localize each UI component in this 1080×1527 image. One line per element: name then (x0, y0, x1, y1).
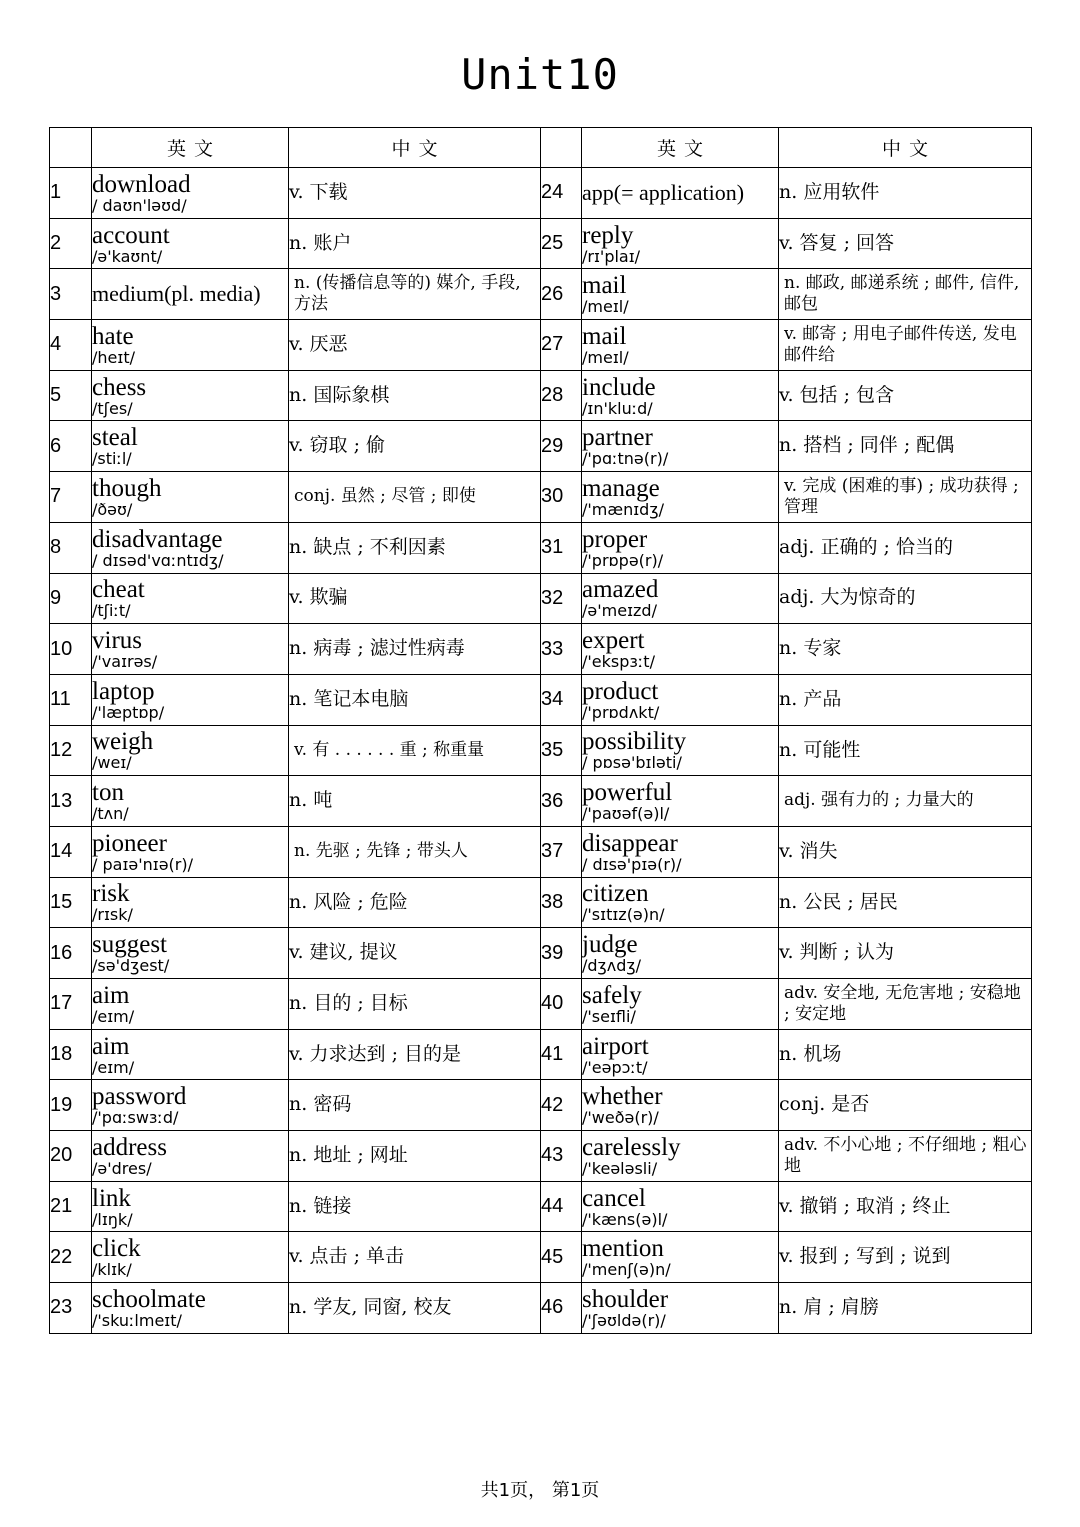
english-word: judge (582, 931, 638, 959)
entry-number: 40 (541, 979, 582, 1030)
entry-chinese: n. 公民 ; 居民 (779, 877, 1032, 928)
entry-english (92, 826, 289, 877)
entry-chinese: adj. 正确的 ; 恰当的 (779, 522, 1032, 573)
entry-number: 21 (50, 1181, 92, 1232)
english-word: citizen (582, 880, 649, 908)
entry-number: 1 (50, 168, 92, 219)
entry-english (582, 1283, 779, 1334)
entry-number: 18 (50, 1029, 92, 1080)
entry-number: 15 (50, 877, 92, 928)
entry-english (582, 168, 779, 219)
entry-chinese: v. 力求达到 ; 目的是 (289, 1029, 541, 1080)
table-row (50, 320, 1032, 371)
table-row (50, 1080, 1032, 1131)
phonetic: /'vaɪrəs/ (92, 652, 158, 672)
phonetic: /tʌn/ (92, 804, 129, 824)
phonetic: / paɪə'nɪə(r)/ (92, 854, 194, 874)
english-word: hate (92, 322, 134, 350)
entry-number: 42 (541, 1080, 582, 1131)
entry-number: 4 (50, 320, 92, 371)
phonetic: /rɪsk/ (92, 905, 133, 925)
phonetic: /'pɑːswɜːd/ (92, 1108, 179, 1128)
header-number-right (541, 128, 582, 168)
entry-english (582, 979, 779, 1030)
english-word: risk (92, 880, 130, 908)
entry-number: 9 (50, 573, 92, 624)
english-word: ton (92, 779, 124, 807)
entry-number: 38 (541, 877, 582, 928)
entry-english (582, 370, 779, 421)
english-word: account (92, 221, 170, 249)
entry-chinese: n. 应用软件 (779, 168, 1032, 219)
entry-chinese: adv. 安全地, 无危害地 ; 安稳地 ; 安定地 (779, 979, 1032, 1030)
entry-number: 33 (541, 624, 582, 675)
entry-number: 8 (50, 522, 92, 573)
entry-number: 25 (541, 218, 582, 269)
entry-english (582, 522, 779, 573)
entry-chinese: conj. 是否 (779, 1080, 1032, 1131)
table-row (50, 1181, 1032, 1232)
entry-english (92, 269, 289, 320)
entry-number: 26 (541, 269, 582, 320)
phonetic: /'kæns(ə)l/ (582, 1209, 668, 1229)
page-footer: 共1页， 第1页 (480, 1480, 600, 1501)
english-word: weigh (92, 728, 154, 756)
english-word: powerful (582, 779, 673, 807)
entry-english (92, 218, 289, 269)
phonetic: /'ekspɜːt/ (582, 652, 655, 672)
table-row (50, 421, 1032, 472)
entry-english (582, 928, 779, 979)
table-row (50, 877, 1032, 928)
english-word: carelessly (582, 1133, 681, 1161)
english-word: airport (582, 1032, 649, 1060)
entry-english (92, 1283, 289, 1334)
entry-number: 36 (541, 776, 582, 827)
entry-number: 19 (50, 1080, 92, 1131)
english-word: password (92, 1083, 187, 1111)
phonetic: /lɪŋk/ (92, 1209, 133, 1229)
entry-chinese: v. 判断 ; 认为 (779, 928, 1032, 979)
entry-number: 30 (541, 472, 582, 523)
entry-chinese: n. 吨 (289, 776, 541, 827)
entry-chinese: v. 厌恶 (289, 320, 541, 371)
entry-chinese: n. 缺点 ; 不利因素 (289, 522, 541, 573)
entry-chinese: v. 点击 ; 单击 (289, 1232, 541, 1283)
header-row (50, 128, 1032, 168)
english-word: proper (582, 525, 648, 553)
english-word: link (92, 1184, 131, 1212)
table-row (50, 979, 1032, 1030)
entry-english (582, 1181, 779, 1232)
entry-chinese: n. 目的 ; 目标 (289, 979, 541, 1030)
entry-number: 10 (50, 624, 92, 675)
entry-chinese: n. 先驱 ; 先锋 ; 带头人 (289, 826, 541, 877)
entry-english (92, 320, 289, 371)
phonetic: /'pɑːtnə(r)/ (582, 449, 669, 469)
entry-english (582, 624, 779, 675)
entry-chinese: n. 肩 ; 肩膀 (779, 1283, 1032, 1334)
entry-english (92, 421, 289, 472)
entry-chinese: n. 笔记本电脑 (289, 674, 541, 725)
entry-number: 22 (50, 1232, 92, 1283)
entry-number: 28 (541, 370, 582, 421)
english-word: expert (582, 627, 645, 655)
phonetic: /'seɪfli/ (582, 1006, 636, 1026)
table-row (50, 725, 1032, 776)
entry-english (582, 320, 779, 371)
phonetic: /meɪl/ (582, 347, 629, 367)
entry-chinese: conj. 虽然 ; 尽管 ; 即使 (289, 472, 541, 523)
entry-number: 16 (50, 928, 92, 979)
english-word: safely (582, 981, 642, 1009)
entry-chinese: v. 撤销 ; 取消 ; 终止 (779, 1181, 1032, 1232)
english-word: amazed (582, 576, 659, 604)
entry-english (92, 776, 289, 827)
entry-number: 35 (541, 725, 582, 776)
phonetic: /'keələsli/ (582, 1158, 658, 1178)
header-chinese-left: 中文 (289, 128, 541, 168)
phonetic: /'eəpɔːt/ (582, 1057, 648, 1077)
header-english-right: 英文 (582, 128, 779, 168)
entry-chinese: adj. 强有力的 ; 力量大的 (779, 776, 1032, 827)
table-row (50, 624, 1032, 675)
entry-chinese: v. 完成 (困难的事) ; 成功获得 ; 管理 (779, 472, 1032, 523)
entry-english (92, 573, 289, 624)
entry-chinese: v. 包括 ; 包含 (779, 370, 1032, 421)
phonetic: /heɪt/ (92, 347, 135, 367)
entry-chinese: n. 学友, 同窗, 校友 (289, 1283, 541, 1334)
header-english-left: 英文 (92, 128, 289, 168)
english-word: cancel (582, 1184, 646, 1212)
entry-english (582, 1029, 779, 1080)
table-row (50, 269, 1032, 320)
entry-english (582, 1232, 779, 1283)
english-word: click (92, 1235, 141, 1263)
english-word: aim (92, 1032, 130, 1060)
entry-number: 5 (50, 370, 92, 421)
entry-english (92, 472, 289, 523)
phonetic: /'prɒdʌkt/ (582, 702, 660, 722)
english-word: product (582, 677, 659, 705)
table-row (50, 168, 1032, 219)
english-word: mention (582, 1235, 664, 1263)
phonetic: / daʊn'ləʊd/ (92, 195, 187, 215)
entry-chinese: n. 地址 ; 网址 (289, 1131, 541, 1182)
entry-number: 14 (50, 826, 92, 877)
entry-number: 24 (541, 168, 582, 219)
entry-english (92, 370, 289, 421)
entry-english (92, 1131, 289, 1182)
phonetic: /meɪl/ (582, 297, 629, 317)
english-word: address (92, 1133, 167, 1161)
entry-chinese: n. 国际象棋 (289, 370, 541, 421)
table-row (50, 826, 1032, 877)
phonetic: /'weðə(r)/ (582, 1108, 659, 1128)
entry-english (582, 826, 779, 877)
phonetic: /ə'kaʊnt/ (92, 246, 163, 266)
vocabulary-table (49, 127, 1032, 1334)
english-word: laptop (92, 677, 155, 705)
entry-number: 34 (541, 674, 582, 725)
entry-chinese: n. 专家 (779, 624, 1032, 675)
entry-chinese: n. 密码 (289, 1080, 541, 1131)
entry-english (92, 725, 289, 776)
phonetic: /eɪm/ (92, 1006, 135, 1026)
entry-english (92, 877, 289, 928)
entry-number: 23 (50, 1283, 92, 1334)
table-row (50, 370, 1032, 421)
phonetic: /klɪk/ (92, 1260, 132, 1280)
entry-english (92, 1080, 289, 1131)
english-word: include (582, 373, 656, 401)
entry-chinese: v. 下载 (289, 168, 541, 219)
english-word: steal (92, 424, 138, 452)
phonetic: /'paʊəf(ə)l/ (582, 804, 670, 824)
entry-number: 13 (50, 776, 92, 827)
phonetic: / dɪsə'pɪə(r)/ (582, 854, 682, 874)
entry-english (582, 472, 779, 523)
entry-english (92, 1232, 289, 1283)
entry-chinese: n. (传播信息等的) 媒介, 手段, 方法 (289, 269, 541, 320)
phonetic: /'mænɪdʒ/ (582, 499, 664, 519)
entry-number: 2 (50, 218, 92, 269)
phonetic: /dʒʌdʒ/ (582, 956, 642, 976)
entry-number: 12 (50, 725, 92, 776)
entry-english (582, 1080, 779, 1131)
phonetic: /tʃes/ (92, 398, 133, 418)
english-word: download (92, 170, 191, 198)
phonetic: /stiːl/ (92, 449, 132, 469)
english-word: possibility (582, 728, 687, 756)
english-word: manage (582, 474, 660, 502)
entry-chinese: n. 病毒 ; 滤过性病毒 (289, 624, 541, 675)
entry-chinese: n. 账户 (289, 218, 541, 269)
entry-chinese: v. 窃取 ; 偷 (289, 421, 541, 472)
table-row (50, 776, 1032, 827)
entry-chinese: n. 机场 (779, 1029, 1032, 1080)
english-word: mail (582, 322, 627, 350)
entry-chinese: n. 产品 (779, 674, 1032, 725)
table-row (50, 1131, 1032, 1182)
english-word: chess (92, 373, 147, 401)
page-title: Unit10 (461, 50, 619, 99)
phonetic: /sə'dʒest/ (92, 956, 170, 976)
entry-english (582, 877, 779, 928)
table-row (50, 218, 1032, 269)
entry-english (582, 218, 779, 269)
table-row (50, 472, 1032, 523)
entry-number: 6 (50, 421, 92, 472)
entry-english (92, 1029, 289, 1080)
phonetic: /'læptɒp/ (92, 702, 165, 722)
entry-number: 45 (541, 1232, 582, 1283)
entry-chinese: n. 可能性 (779, 725, 1032, 776)
table-row (50, 674, 1032, 725)
phonetic: / dɪsəd'vɑːntɪdʒ/ (92, 550, 224, 570)
entry-number: 20 (50, 1131, 92, 1182)
entry-english (92, 522, 289, 573)
entry-english (582, 1131, 779, 1182)
phonetic: /ə'meɪzd/ (582, 601, 657, 621)
table-row (50, 928, 1032, 979)
english-word: partner (582, 424, 653, 452)
english-word: mail (582, 272, 627, 300)
entry-number: 44 (541, 1181, 582, 1232)
entry-number: 32 (541, 573, 582, 624)
english-word: disadvantage (92, 525, 223, 553)
english-word: suggest (92, 931, 167, 959)
entry-english (92, 624, 289, 675)
entry-chinese: adv. 不小心地 ; 不仔细地 ; 粗心地 (779, 1131, 1032, 1182)
entry-number: 17 (50, 979, 92, 1030)
english-word: disappear (582, 829, 678, 857)
entry-english (582, 776, 779, 827)
phonetic: /weɪ/ (92, 753, 132, 773)
entry-english (582, 725, 779, 776)
english-word: medium(pl. media) (92, 281, 261, 307)
entry-number: 11 (50, 674, 92, 725)
phonetic: /'sɪtɪz(ə)n/ (582, 905, 665, 925)
entry-number: 41 (541, 1029, 582, 1080)
phonetic: /'ʃəʊldə(r)/ (582, 1310, 666, 1330)
entry-english (92, 1181, 289, 1232)
entry-number: 29 (541, 421, 582, 472)
english-word: pioneer (92, 829, 167, 857)
entry-chinese: v. 消失 (779, 826, 1032, 877)
table-row (50, 522, 1032, 573)
entry-english (582, 674, 779, 725)
phonetic: /tʃiːt/ (92, 601, 131, 621)
header-number-left (50, 128, 92, 168)
entry-number: 7 (50, 472, 92, 523)
table-row (50, 573, 1032, 624)
entry-chinese: n. 链接 (289, 1181, 541, 1232)
entry-number: 46 (541, 1283, 582, 1334)
phonetic: /rɪ'plaɪ/ (582, 246, 641, 266)
entry-english (92, 674, 289, 725)
entry-chinese: v. 答复 ; 回答 (779, 218, 1032, 269)
english-word: app(= application) (582, 179, 745, 205)
english-word: shoulder (582, 1285, 669, 1313)
entry-chinese: v. 欺骗 (289, 573, 541, 624)
phonetic: /ðəʊ/ (92, 499, 133, 519)
phonetic: /ɪn'kluːd/ (582, 398, 653, 418)
phonetic: /eɪm/ (92, 1057, 135, 1077)
entry-english (582, 573, 779, 624)
entry-chinese: adj. 大为惊奇的 (779, 573, 1032, 624)
english-word: cheat (92, 576, 145, 604)
entry-english (92, 979, 289, 1030)
phonetic: /ə'dres/ (92, 1158, 152, 1178)
entry-number: 31 (541, 522, 582, 573)
header-chinese-right: 中文 (779, 128, 1032, 168)
phonetic: /'prɒpə(r)/ (582, 550, 664, 570)
entry-number: 37 (541, 826, 582, 877)
entry-number: 43 (541, 1131, 582, 1182)
phonetic: /'skuːlmeɪt/ (92, 1310, 182, 1330)
entry-chinese: v. 邮寄 ; 用电子邮件传送, 发电邮件给 (779, 320, 1032, 371)
english-word: whether (582, 1083, 663, 1111)
entry-number: 27 (541, 320, 582, 371)
entry-chinese: n. 风险 ; 危险 (289, 877, 541, 928)
entry-chinese: n. 邮政, 邮递系统 ; 邮件, 信件, 邮包 (779, 269, 1032, 320)
entry-number: 39 (541, 928, 582, 979)
entry-english (582, 269, 779, 320)
entry-english (582, 421, 779, 472)
english-word: though (92, 474, 162, 502)
phonetic: /'menʃ(ə)n/ (582, 1260, 671, 1280)
entry-english (92, 168, 289, 219)
english-word: aim (92, 981, 130, 1009)
entry-chinese: v. 建议, 提议 (289, 928, 541, 979)
entry-chinese: v. 报到 ; 写到 ; 说到 (779, 1232, 1032, 1283)
phonetic: / pɒsə'bɪləti/ (582, 753, 682, 773)
table-row (50, 1232, 1032, 1283)
entry-english (92, 928, 289, 979)
entry-chinese: v. 有 . . . . . . 重 ; 称重量 (289, 725, 541, 776)
entry-number: 3 (50, 269, 92, 320)
table-row (50, 1283, 1032, 1334)
entry-chinese: n. 搭档 ; 同伴 ; 配偶 (779, 421, 1032, 472)
english-word: virus (92, 627, 142, 655)
english-word: schoolmate (92, 1285, 206, 1313)
english-word: reply (582, 221, 634, 249)
table-row (50, 1029, 1032, 1080)
